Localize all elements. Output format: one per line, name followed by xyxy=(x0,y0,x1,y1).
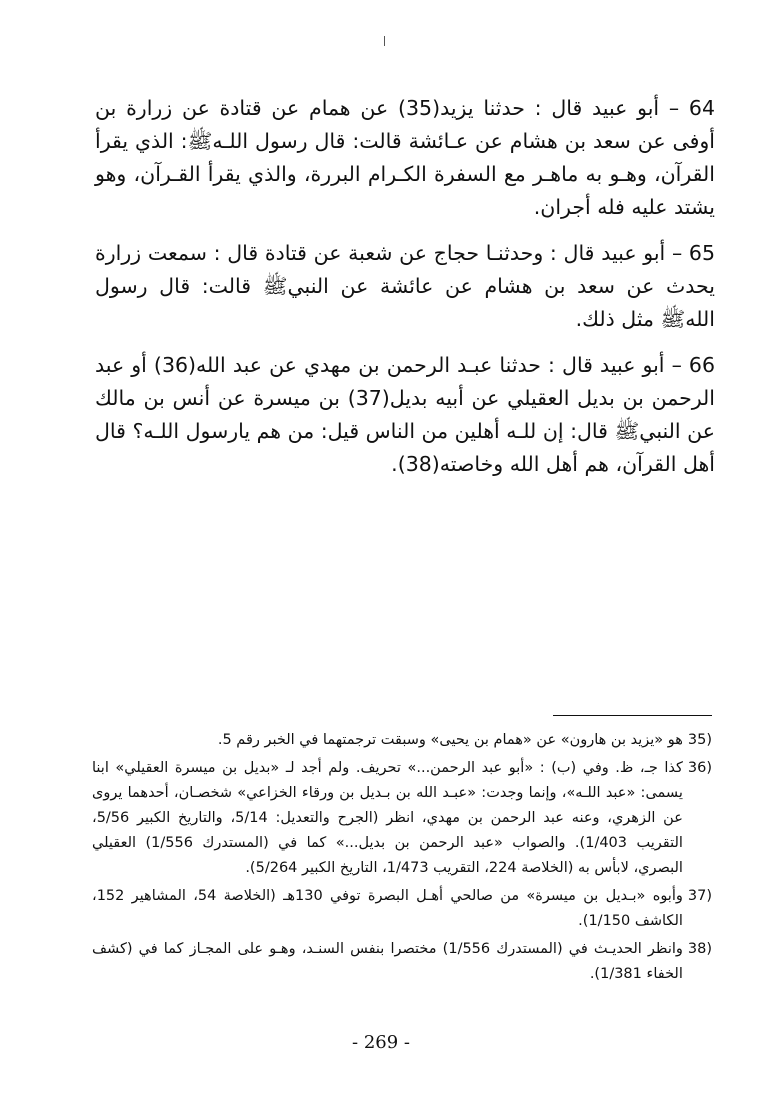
footnote-divider xyxy=(553,715,712,716)
paragraph-64: 64 – أبو عبيد قال : حدثنا يزيد(35) عن همام عن قتادة عن زرارة بن أوفى عن سعد بن هشام عن عـائشة قالت: قال رسول اللـهﷺ: الذي يقرأ القرآن، وهـو به ماهـر مع السفرة الكـرام البررة، والذي يقرأ القـرآن، وهو يشتد عليه فله أجران. xyxy=(95,96,715,219)
page-number: - 269 - xyxy=(352,1032,410,1053)
footnote-number: 36) xyxy=(687,760,712,776)
footnote-text: هو «يزيد بن هارون» عن «همام بن يحيى» وسبقت ترجمتهما في الخبر رقم 5. xyxy=(217,732,683,748)
paragraph-66: 66 – أبو عبيد قال : حدثنا عبـد الرحمن بن مهدي عن عبد الله(36) أو عبد الرحمن بن بديل العقيلي عن أبيه بديل(37) بن ميسرة عن أنس بن مالك عن النبيﷺ قال: إن للـه أهلين من الناس قيل: من هم يارسول اللـه؟ قال أهل القرآن، هم أهل الله وخاصته(38). xyxy=(95,353,715,476)
main-text xyxy=(95,92,715,494)
footnote-number: 35) xyxy=(687,732,712,748)
footnote-38 xyxy=(92,937,712,987)
footnote-37 xyxy=(92,884,712,934)
footnote-number: 38) xyxy=(687,941,712,957)
footnote-text: وانظر الحديـث في (المستدرك 1/556) مختصرا بنفس السنـد، وهـو على المجـاز كما في (كشف الخفاء 1/381). xyxy=(92,941,683,982)
paragraph-65: 65 – أبو عبيد قال : وحدثنـا حجاج عن شعبة عن قتادة قال : سمعت زرارة يحدث عن سعد بن هشام عن عائشة عن النبيﷺ قالت: قال رسول اللهﷺ مثل ذلك. xyxy=(95,241,715,331)
footnote-36 xyxy=(92,756,712,881)
footnote-number: 37) xyxy=(687,888,712,904)
footnote-35 xyxy=(92,728,712,753)
footnotes xyxy=(92,728,712,990)
footnote-text: كذا جـ، ظ. وفي (ب) : «أبو عبد الرحمن...» تحريف. ولم أجد لـ «بديل بن ميسرة العقيلي» ابنا يسمى: «عبد اللـه»، وإنما وجدت: «عبـد الله بن بـديل بن ورقاء الخزاعي» شخصـان، أحدهما يروى عن الزهري، وعنه عبد الرحمن بن مهدي، انظر (الجرح والتعديل: 5/14، والتاريخ الكبير 5/56، التقريب 1/403). والصواب «عبد الرحمن بن بديل...» كما في (المستدرك 1/556) العقيلي البصري، لابأس به (الخلاصة 224، التقريب 1/473، التاريخ الكبير 5/264). xyxy=(92,760,683,876)
top-mark xyxy=(384,36,385,46)
footnote-text: وأبوه «بـديل بن ميسرة» من صالحي أهـل البصرة توفي 130هـ (الخلاصة 54، المشاهير 152، الكاشف 1/150). xyxy=(92,888,683,929)
